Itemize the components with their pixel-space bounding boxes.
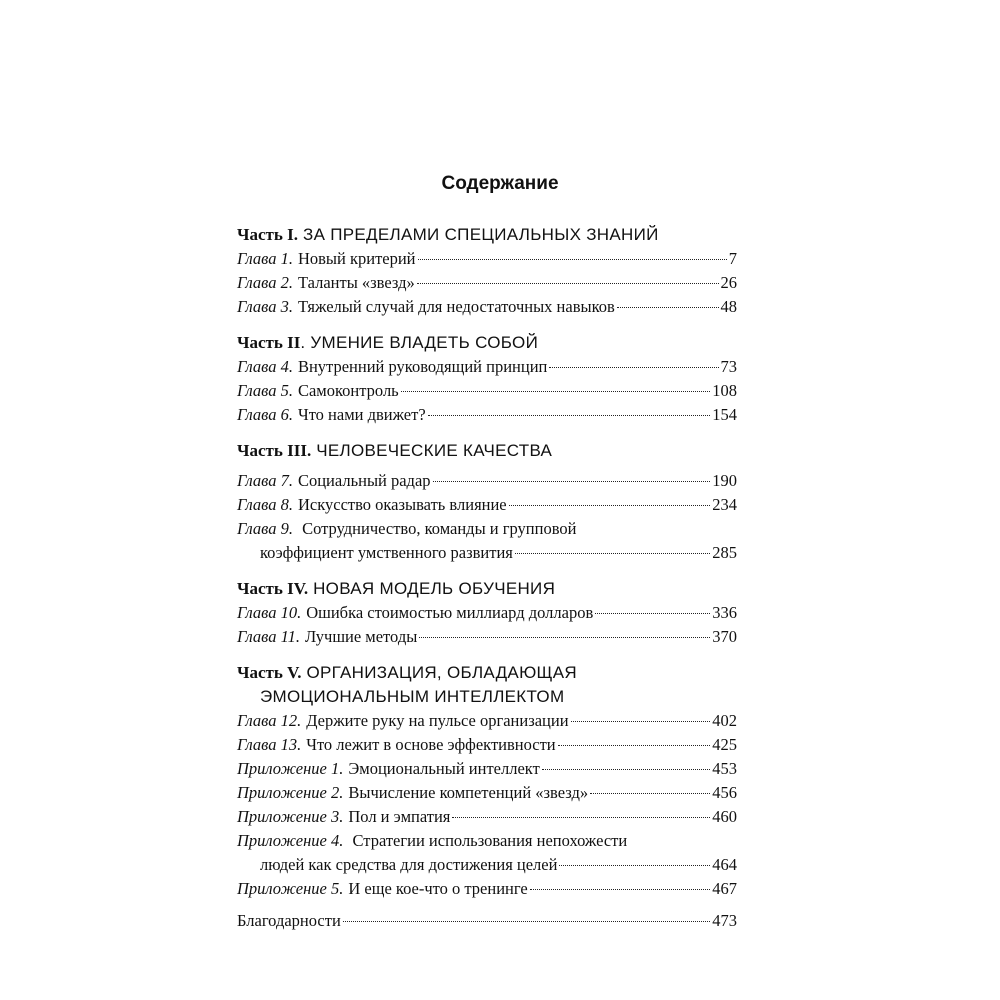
- part-label: Часть I.: [237, 225, 298, 244]
- dot-leader: [509, 505, 711, 506]
- acknowledgements-title: Благодарности: [237, 911, 341, 930]
- appendix-title: Пол и эмпатия: [348, 807, 451, 826]
- page-number: 154: [712, 405, 737, 424]
- part-title: ОРГАНИЗАЦИЯ, ОБЛАДАЮЩАЯ: [306, 663, 577, 682]
- chapter-label: Глава 10.: [237, 603, 302, 622]
- chapter-title-continued: коэффициент умственного развития: [260, 543, 513, 562]
- chapter-label: Глава 12.: [237, 711, 302, 730]
- page-number: 7: [728, 249, 737, 268]
- page-number: 190: [712, 471, 737, 490]
- appendix-title: Вычисление компетенций «звезд»: [348, 783, 589, 802]
- dot-leader: [530, 889, 711, 890]
- chapter-title: Внутренний руководящий принцип: [297, 357, 548, 376]
- appendix-title: Эмоциональный интеллект: [348, 759, 540, 778]
- part-heading: [237, 661, 737, 709]
- part-heading: [237, 577, 737, 601]
- dot-leader: [595, 613, 710, 614]
- part-title: ЧЕЛОВЕЧЕСКИЕ КАЧЕСТВА: [316, 441, 553, 460]
- chapter-label: Глава 7.: [237, 471, 293, 490]
- toc-entry[interactable]: [237, 295, 737, 319]
- part-label: Часть III.: [237, 441, 312, 460]
- chapter-title: Сотрудничество, команды и групповой: [302, 519, 577, 538]
- chapter-label: Глава 5.: [237, 381, 293, 400]
- dot-leader: [558, 745, 711, 746]
- appendix-title: И еще кое-что о тренинге: [348, 879, 528, 898]
- toc-entry[interactable]: [237, 379, 737, 403]
- dot-leader: [549, 367, 718, 368]
- appendix-title-continued: людей как средства для достижения целей: [260, 855, 558, 874]
- chapter-title: Лучшие методы: [304, 627, 418, 646]
- page-number: 73: [720, 357, 737, 376]
- appendix-label: Приложение 5.: [237, 879, 344, 898]
- chapter-title: Что лежит в основе эффективности: [306, 735, 556, 754]
- part-heading: [237, 439, 737, 463]
- toc-entry[interactable]: [237, 247, 737, 271]
- appendix-label: Приложение 2.: [237, 783, 344, 802]
- dot-leader: [343, 921, 710, 922]
- chapter-label: Глава 4.: [237, 357, 293, 376]
- chapter-title: Социальный радар: [297, 471, 431, 490]
- page-number: 425: [712, 735, 737, 754]
- chapter-title: Тяжелый случай для недостаточных навыков: [297, 297, 615, 316]
- toc-entry[interactable]: [237, 403, 737, 427]
- page-number: 467: [712, 879, 737, 898]
- appendix-title: Стратегии использования непохожести: [352, 831, 628, 850]
- page-number: 370: [712, 627, 737, 646]
- page-number: 460: [712, 807, 737, 826]
- page-number: 336: [712, 603, 737, 622]
- page-title: Содержание: [441, 173, 559, 194]
- appendix-label: Приложение 4.: [237, 831, 344, 850]
- dot-leader: [419, 637, 710, 638]
- toc-entry[interactable]: [237, 709, 737, 733]
- chapter-title: Самоконтроль: [297, 381, 399, 400]
- chapter-label: Глава 11.: [237, 627, 300, 646]
- toc-entry[interactable]: [237, 271, 737, 295]
- dot-leader: [452, 817, 710, 818]
- toc-entry[interactable]: [237, 355, 737, 379]
- toc-entry[interactable]: [237, 625, 737, 649]
- page-number: 26: [720, 273, 737, 292]
- part-title: НОВАЯ МОДЕЛЬ ОБУЧЕНИЯ: [313, 579, 556, 598]
- chapter-label: Глава 13.: [237, 735, 302, 754]
- chapter-title: Новый критерий: [297, 249, 416, 268]
- table-of-contents: [237, 223, 737, 933]
- dot-leader: [542, 769, 710, 770]
- chapter-label: Глава 6.: [237, 405, 293, 424]
- dot-leader: [401, 391, 711, 392]
- chapter-title: Таланты «звезд»: [297, 273, 415, 292]
- dot-leader: [515, 553, 710, 554]
- part-title: . УМЕНИЕ ВЛАДЕТЬ СОБОЙ: [300, 333, 539, 352]
- toc-entry[interactable]: [237, 469, 737, 493]
- page-number: 402: [712, 711, 737, 730]
- page-number: 108: [712, 381, 737, 400]
- toc-entry[interactable]: [237, 781, 737, 805]
- appendix-label: Приложение 3.: [237, 807, 344, 826]
- part-label: Часть V.: [237, 663, 302, 682]
- page-number: 464: [712, 855, 737, 874]
- toc-entry-acknowledgements[interactable]: [237, 909, 737, 933]
- toc-entry[interactable]: [237, 493, 737, 517]
- chapter-label: Глава 8.: [237, 495, 293, 514]
- part-label: Часть II: [237, 333, 301, 352]
- page-number: 48: [720, 297, 737, 316]
- dot-leader: [617, 307, 719, 308]
- toc-entry[interactable]: [237, 517, 737, 565]
- dot-leader: [571, 721, 711, 722]
- chapter-title: Искусство оказывать влияние: [297, 495, 507, 514]
- chapter-title: Ошибка стоимостью миллиард долларов: [306, 603, 594, 622]
- toc-entry[interactable]: [237, 733, 737, 757]
- dot-leader: [418, 259, 727, 260]
- part-heading: [237, 331, 737, 355]
- dot-leader: [559, 865, 710, 866]
- dot-leader: [428, 415, 711, 416]
- page-number: 453: [712, 759, 737, 778]
- chapter-title: Держите руку на пульсе организации: [306, 711, 569, 730]
- toc-entry[interactable]: [237, 601, 737, 625]
- page-number: 456: [712, 783, 737, 802]
- toc-entry[interactable]: [237, 829, 737, 877]
- dot-leader: [417, 283, 719, 284]
- chapter-label: Глава 3.: [237, 297, 293, 316]
- dot-leader: [433, 481, 711, 482]
- part-title: ЗА ПРЕДЕЛАМИ СПЕЦИАЛЬНЫХ ЗНАНИЙ: [303, 225, 659, 244]
- chapter-label: Глава 2.: [237, 273, 293, 292]
- toc-entry[interactable]: [237, 877, 737, 901]
- chapter-label: Глава 1.: [237, 249, 293, 268]
- chapter-label: Глава 9.: [237, 519, 293, 538]
- toc-entry[interactable]: [237, 805, 737, 829]
- part-heading: [237, 223, 737, 247]
- chapter-title: Что нами движет?: [297, 405, 426, 424]
- page-number: 234: [712, 495, 737, 514]
- page-number: 285: [712, 543, 737, 562]
- appendix-label: Приложение 1.: [237, 759, 344, 778]
- toc-entry[interactable]: [237, 757, 737, 781]
- part-label: Часть IV.: [237, 579, 309, 598]
- dot-leader: [590, 793, 710, 794]
- page-number: 473: [712, 911, 737, 930]
- part-title-continued: ЭМОЦИОНАЛЬНЫМ ИНТЕЛЛЕКТОМ: [260, 687, 565, 706]
